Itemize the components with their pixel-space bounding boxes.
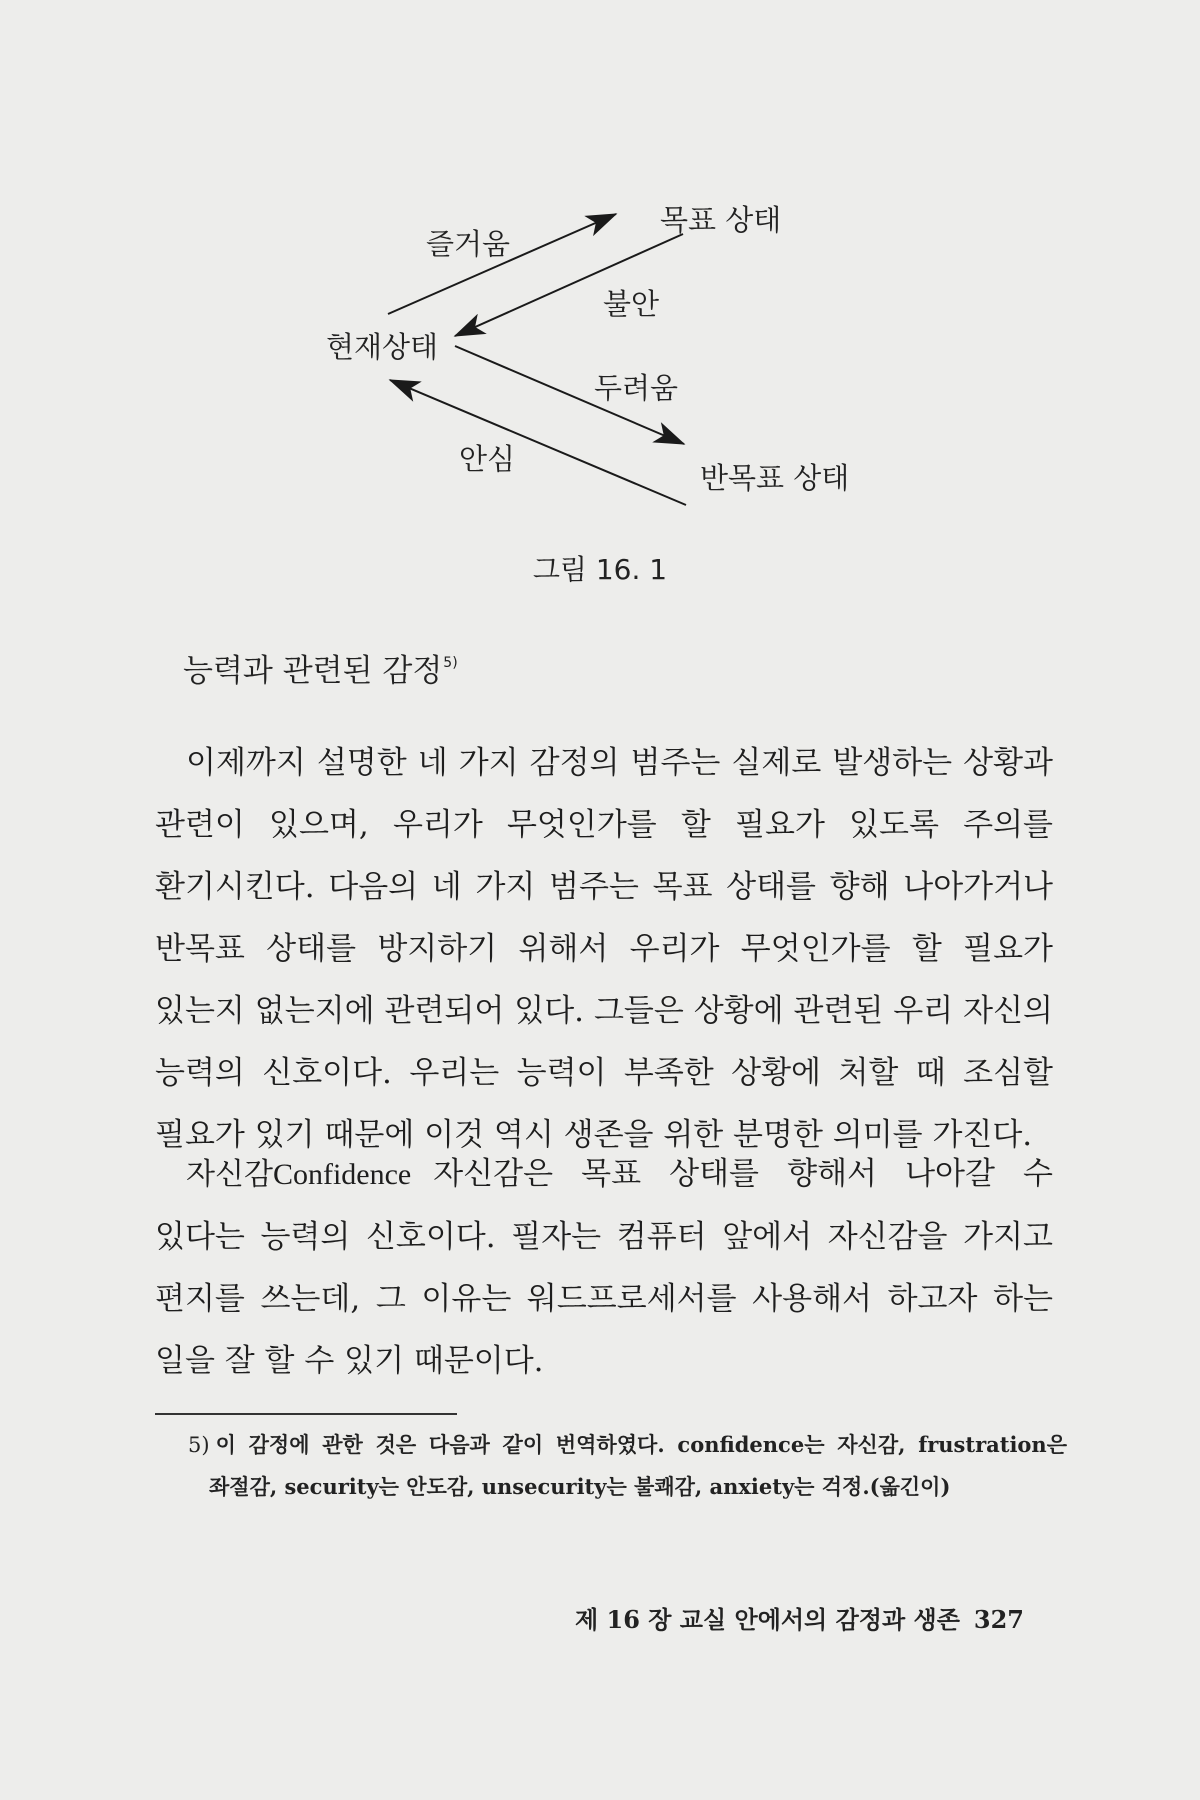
footnote-text: 이 감정에 관한 것은 다음과 같이 번역하였다. confidence는 자신감, frustration은 좌절감, security는 안도감, unsecurity는 불쾌감, anxiety는 걱정.(옮긴이): [209, 1432, 1067, 1499]
paragraph-2-text: 자신감은 목표 상태를 향해서 나아갈 수 있다는 능력의 신호이다. 필자는 컴퓨터 앞에서 자신감을 가지고 편지를 쓰는데, 그 이유는 워드프로세서를 사용해서 하고자 하는 일을 잘 할 수 있기 때문이다.: [155, 1156, 1053, 1379]
anti-goal-state-label: 반목표 상태: [700, 461, 850, 495]
relief-label: 안심: [459, 442, 516, 476]
paragraph-1-text: 이제까지 설명한 네 가지 감정의 범주는 실제로 발생하는 상황과 관련이 있으며, 우리가 무엇인가를 할 필요가 있도록 주의를 환기시킨다. 다음의 네 가지 범주는 목표 상태를 향해 나아가거나 반목표 상태를 방지하기 위해서 우리가 무엇인가를 할 필요가 있는지 없는지에 관련되어 있다. 그들은 상황에 관련된 우리 자신의 능력의 신호이다. 우리는 능력이 부족한 상황에 처할 때 조심할 필요가 있기 때문에 이것 역시 생존을 위한 분명한 의미를 가진다.: [155, 745, 1053, 1153]
footnote-divider: [155, 1413, 457, 1415]
footnote: [188, 1424, 1067, 1507]
pleasure-label: 즐거움: [426, 227, 511, 261]
section-heading: [183, 645, 458, 690]
paragraph-1: [155, 732, 1053, 1166]
paragraph-2: [155, 1143, 1053, 1392]
current-state-label: 현재상태: [326, 330, 439, 364]
fear-label: 두려움: [594, 371, 679, 405]
footnote-number: 5): [188, 1433, 210, 1457]
footnote-reference: 5): [443, 655, 458, 671]
diagram-arrows: [0, 0, 1200, 560]
anxiety-label: 불안: [603, 287, 660, 321]
goal-state-label: 목표 상태: [660, 203, 782, 237]
section-heading-text: 능력과 관련된 감정: [183, 653, 443, 689]
emotion-state-diagram: [0, 0, 1200, 560]
running-title: 제 16 장 교실 안에서의 감정과 생존: [574, 1605, 960, 1634]
confidence-term: 자신감Confidence: [186, 1158, 412, 1191]
page-number: 327: [973, 1605, 1024, 1634]
running-footer: [575, 1600, 1024, 1635]
figure-caption: 그림 16. 1: [532, 553, 668, 586]
